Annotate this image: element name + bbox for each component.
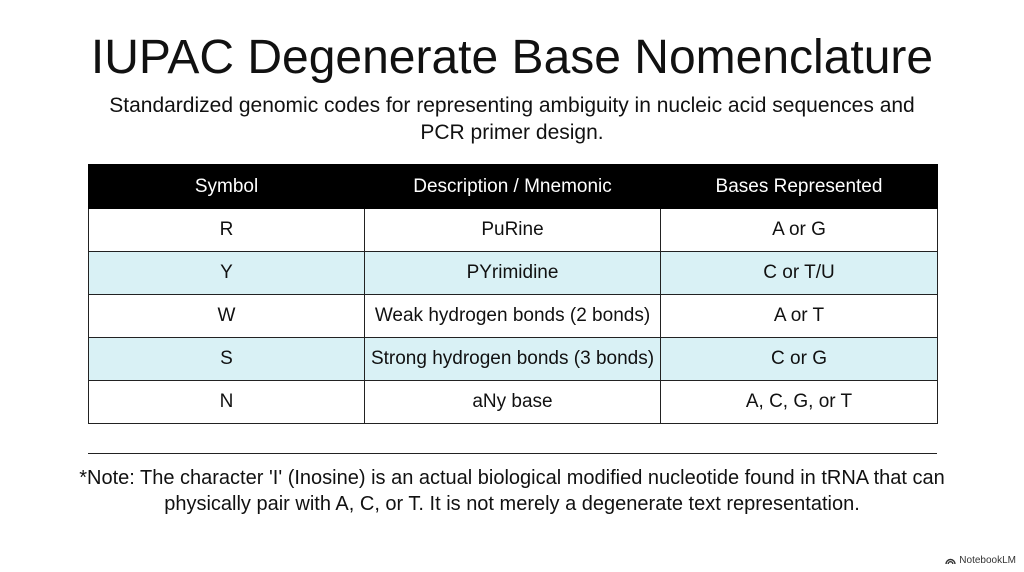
cell-bases: A or G — [661, 209, 938, 252]
cell-bases: C or T/U — [661, 252, 938, 295]
table-row — [89, 209, 938, 252]
cell-symbol: S — [89, 338, 365, 381]
cell-description: Strong hydrogen bonds (3 bonds) — [365, 338, 661, 381]
cell-symbol: W — [89, 295, 365, 338]
cell-symbol: N — [89, 381, 365, 424]
cell-bases: A or T — [661, 295, 938, 338]
cell-symbol: R — [89, 209, 365, 252]
cell-symbol: Y — [89, 252, 365, 295]
table-row — [89, 252, 938, 295]
table-header-row — [89, 165, 938, 209]
page-subtitle: Standardized genomic codes for representing ambiguity in nucleic acid sequences and PCR primer design. — [109, 94, 915, 144]
cell-bases: A, C, G, or T — [661, 381, 938, 424]
page-title: IUPAC Degenerate Base Nomenclature — [90, 31, 934, 84]
watermark-text: NotebookLM — [959, 555, 1016, 566]
cell-bases: C or G — [661, 338, 938, 381]
header-symbol: Symbol — [89, 165, 365, 209]
cell-description: PuRine — [365, 209, 661, 252]
header-description: Description / Mnemonic — [365, 165, 661, 209]
notebooklm-logo-icon — [945, 556, 956, 565]
cell-description: aNy base — [365, 381, 661, 424]
divider — [88, 453, 937, 454]
table-row — [89, 381, 938, 424]
cell-description: Weak hydrogen bonds (2 bonds) — [365, 295, 661, 338]
footnote: *Note: The character 'I' (Inosine) is an actual biological modified nucleotide found in tRNA that can physically pair with A, C, or T. It is not merely a degenerate text representation. — [79, 467, 945, 515]
cell-description: PYrimidine — [365, 252, 661, 295]
notebooklm-watermark — [945, 555, 1016, 566]
header-bases: Bases Represented — [661, 165, 938, 209]
table-row — [89, 295, 938, 338]
iupac-codes-table — [88, 164, 938, 424]
table-row — [89, 338, 938, 381]
